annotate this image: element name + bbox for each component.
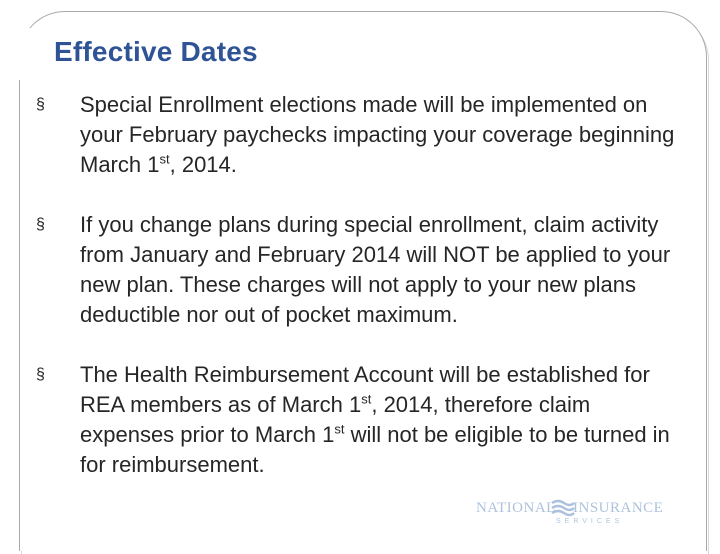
ordinal-suffix: st [159,151,170,167]
ordinal-suffix: st [334,421,345,437]
logo-word-insurance: INSURANCE [573,500,664,516]
bullet-list [36,90,686,510]
slide-title: Effective Dates [54,36,258,67]
bullet-text: Special Enrollment elections made will be implemented on your February paychecks impacting your coverage beginning March 1 [80,92,675,177]
bullet-item-hra [36,360,686,480]
bullet-text: , 2014, therefore claim expenses prior to March 1 [80,392,591,447]
bullet-item-enrollment [36,90,686,180]
bullet-text: , 2014. [169,152,237,177]
bullet-text: The Health Reimbursement Account will be established for REA members as of March 1 [80,362,650,417]
logo-word-national: NATIONAL [476,500,556,516]
bullet-item-plan-change [36,210,686,330]
company-logo [468,492,683,532]
bullet-text: If you change plans during special enrollment, claim activity from January and February 2014 will NOT be applied to your new plan. These charges will not apply to your new plans deductible nor out of pocket maximum. [80,212,671,327]
ordinal-suffix: st [361,391,372,407]
logo-subtitle: SERVICES [556,518,624,525]
bullet-text: will not be eligible to be turned in for reimbursement. [80,422,670,477]
bullet-marker-icon: § [36,96,45,113]
bullet-marker-icon: § [36,216,45,233]
bullet-marker-icon: § [36,366,45,383]
